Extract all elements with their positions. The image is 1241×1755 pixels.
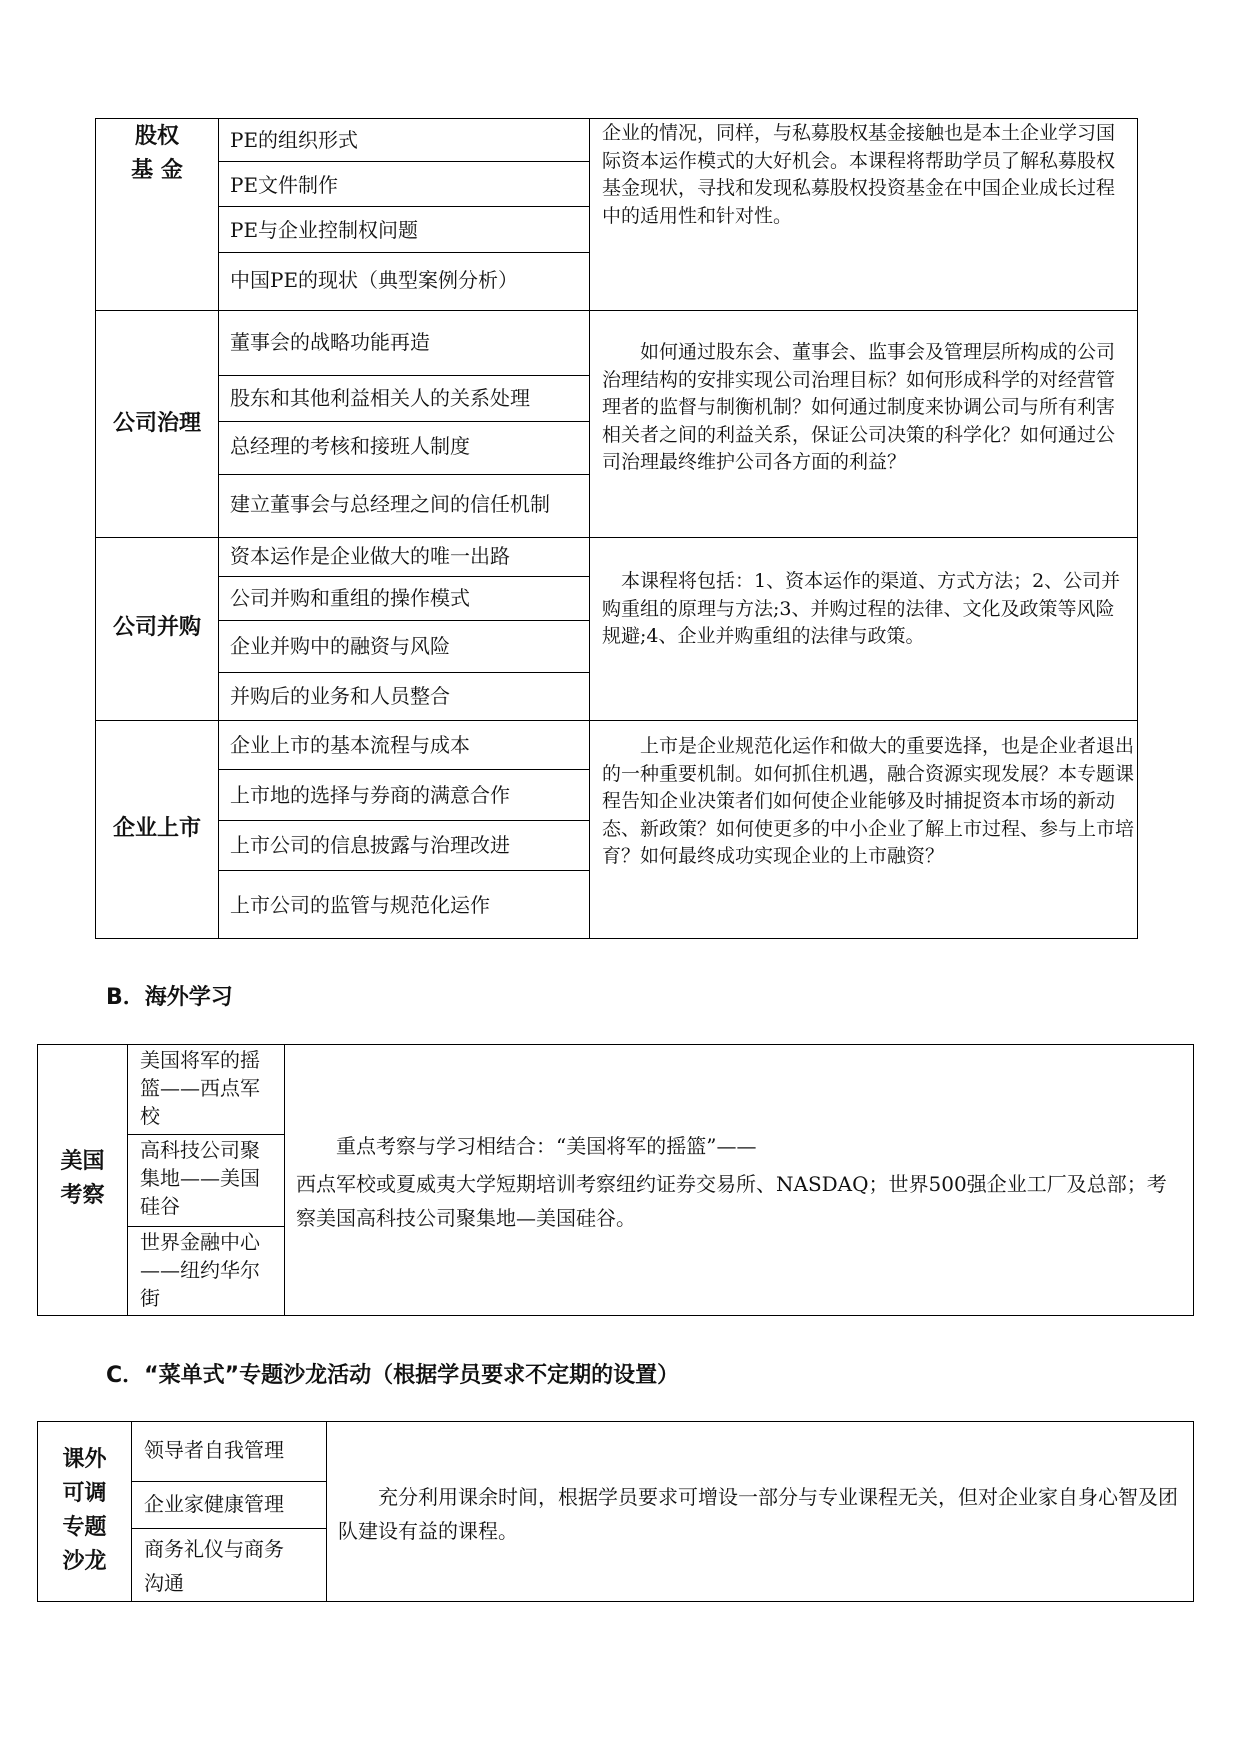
table-row-item: 资本运作是企业做大的唯一出路: [230, 544, 510, 568]
table-row-item: PE的组织形式: [230, 128, 359, 152]
category-ipo: 企业上市: [112, 816, 201, 841]
table-row-item: 公司并购和重组的操作模式: [230, 586, 470, 610]
row-description: 上市是企业规范化运作和做大的重要选择，也是企业者退出的一种重要机制。如何抓住机遇，融合资源实现发展？本专题课程告知企业决策者们如何使企业能够及时捕捉资本市场的新动态、新政策？如何使更多的中小企业了解上市过程、参与上市培育？如何最终成功实现企业的上市融资？: [602, 735, 1135, 867]
table-row-item: 总经理的考核和接班人制度: [230, 434, 470, 458]
row-description: 本课程将包括：1、资本运作的渠道、方式方法；2、公司并购重组的原理与方法;3、并购过程的法律、文化及政策等风险规避;4、企业并购重组的法律与政策。: [602, 570, 1121, 647]
table-row-item: 中国PE的现状（典型案例分析）: [230, 268, 519, 292]
category-us-study: 美国 考察: [60, 1149, 105, 1208]
row-description-line1: 重点考察与学习相结合：“美国将军的摇篮”——: [296, 1134, 757, 1158]
row-description: 充分利用课余时间，根据学员要求可增设一部分与专业课程无关，但对企业家自身心智及团队建设有益的课程。: [338, 1485, 1178, 1543]
table-row-item: 建立董事会与总经理之间的信任机制: [230, 492, 550, 516]
table-row-item: 上市公司的监管与规范化运作: [230, 893, 490, 917]
table-row-item: 领导者自我管理: [144, 1438, 284, 1462]
table-row-item: 并购后的业务和人员整合: [230, 684, 450, 708]
row-description: 西点军校或夏威夷大学短期培训考察纽约证券交易所、NASDAQ；世界500强企业工厂及总部；考察美国高科技公司聚集地—美国硅谷。: [296, 1172, 1167, 1230]
table-row-item: 高科技公司聚集地——美国硅谷: [140, 1138, 260, 1218]
category-equity-fund: 股权 基 金: [131, 124, 183, 183]
table-row-item: 上市地的选择与券商的满意合作: [230, 783, 510, 807]
section-c-heading: C．“菜单式”专题沙龙活动（根据学员要求不定期的设置）: [106, 1363, 680, 1388]
row-description: 企业的情况，同样，与私募股权基金接触也是本土企业学习国际资本运作模式的大好机会。本课程将帮助学员了解私募股权基金现状，寻找和发现私募股权投资基金在中国企业成长过程中的适用性和针对性。: [602, 122, 1116, 227]
category-extracurricular-salon: 课外 可调 专题 沙龙: [62, 1447, 107, 1574]
table-row-item: 企业上市的基本流程与成本: [230, 733, 470, 757]
table-row-item: 董事会的战略功能再造: [230, 330, 430, 354]
table-row-item: 企业并购中的融资与风险: [230, 634, 450, 658]
row-description: 如何通过股东会、董事会、监事会及管理层所构成的公司治理结构的安排实现公司治理目标？如何形成科学的对经营管理者的监督与制衡机制？如何通过制度来协调公司与所有利害相关者之间的利益关系，保证公司决策的科学化？如何通过公司治理最终维护公司各方面的利益？: [602, 341, 1116, 473]
table-row-item: PE与企业控制权问题: [230, 218, 419, 242]
table-row-item: 企业家健康管理: [144, 1492, 284, 1516]
table-row-item: 上市公司的信息披露与治理改进: [230, 833, 510, 857]
table-row-item: 股东和其他利益相关人的关系处理: [230, 386, 530, 410]
section-b-heading: B．海外学习: [106, 985, 233, 1010]
category-mergers-acquisitions: 公司并购: [112, 615, 201, 640]
table-row-item: 世界金融中心——纽约华尔街: [140, 1230, 260, 1310]
table-row-item: PE文件制作: [230, 173, 339, 197]
table-row-item: 美国将军的摇篮——西点军校: [140, 1048, 260, 1128]
table-row-item: 商务礼仪与商务沟通: [144, 1537, 284, 1595]
category-corporate-governance: 公司治理: [112, 411, 201, 436]
